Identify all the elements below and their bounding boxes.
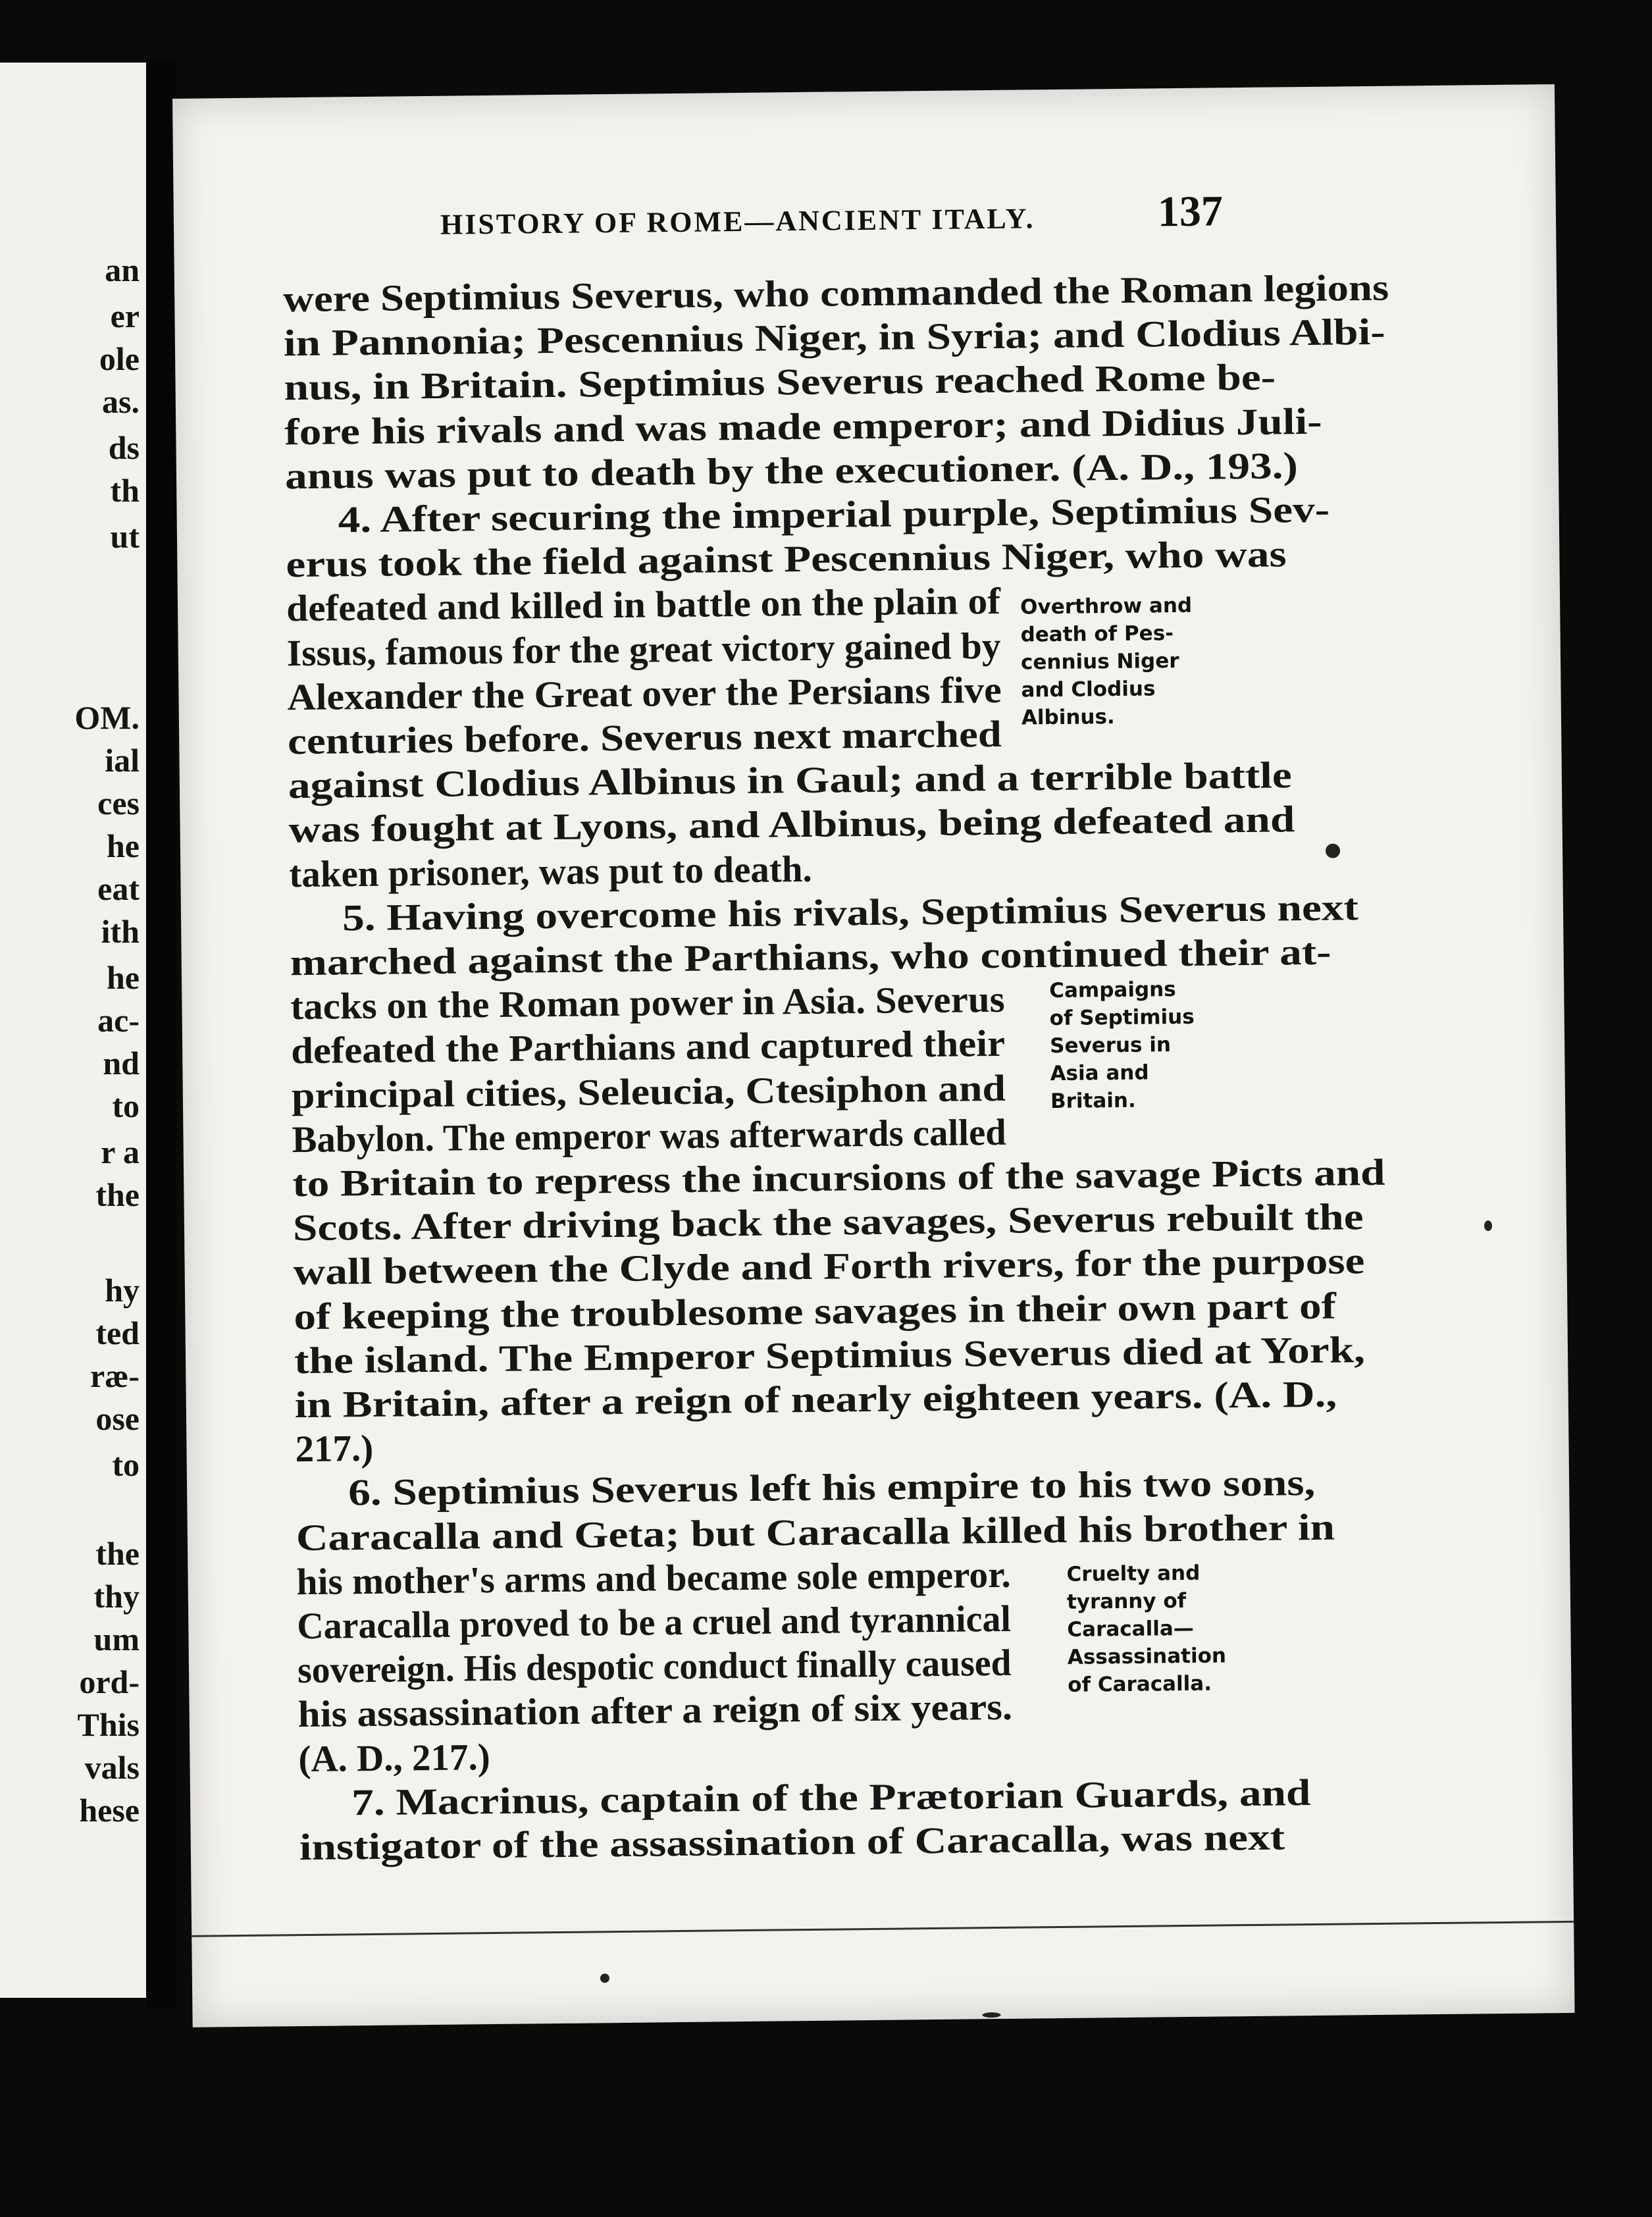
ink-speck <box>1326 843 1340 858</box>
left-page-fragment: the <box>95 1176 140 1213</box>
left-page-fragment: ted <box>95 1315 140 1351</box>
body-text-line: defeated and killed in battle on the plain of <box>286 581 1001 630</box>
body-text-line: Caracalla proved to be a cruel and tyrannical <box>296 1598 1012 1648</box>
body-text-line: 4. After securing the imperial purple, Septimius Sev- <box>338 488 1330 541</box>
body-text-line: 217.) <box>295 1428 374 1471</box>
body-text-line: in Britain, after a reign of nearly eighteen years. (A. D., <box>294 1373 1337 1426</box>
body-text-line: Issus, famous for the great victory gained by <box>286 625 1001 674</box>
body-text-line: defeated the Parthians and captured their <box>290 1023 1006 1072</box>
body-text-line: Caracalla and Geta; but Caracalla killed his brother in <box>296 1506 1335 1559</box>
left-page-fragment: ith <box>101 913 140 950</box>
body-text-line: centuries before. Severus next marched <box>287 713 1002 763</box>
body-text-line: his mother's arms and became sole emperor. <box>296 1553 1012 1603</box>
left-page-fragment: he <box>107 959 140 996</box>
body-text-line: of keeping the troublesome savages in their own part of <box>294 1285 1337 1338</box>
body-text-line: 6. Septimius Severus left his empire to his two sons, <box>348 1462 1316 1514</box>
ink-speck <box>983 2012 1001 2018</box>
left-page-fragment: hy <box>105 1272 140 1309</box>
left-page-fragment: to <box>112 1087 140 1124</box>
left-page-fragment: ræ- <box>90 1357 140 1394</box>
ink-speck <box>600 1973 609 1983</box>
left-page-fragment: thy <box>93 1578 140 1615</box>
body-text-line: to Britain to repress the incursions of the savage Picts and <box>292 1151 1385 1205</box>
body-text-line: principal cities, Seleucia, Ctesiphon and <box>291 1067 1006 1116</box>
left-facing-page <box>0 63 150 1998</box>
left-page-fragment: um <box>93 1621 140 1657</box>
left-page-fragment: ial <box>105 742 140 779</box>
body-text-line: the island. The Emperor Septimius Severus died at York, <box>294 1328 1366 1382</box>
page-number: 137 <box>1157 187 1224 236</box>
body-text-line: was fought at Lyons, and Albinus, being defeated and <box>288 798 1295 851</box>
body-text-line: taken prisoner, was put to death. <box>289 848 813 895</box>
left-page-fragment: as. <box>102 383 140 420</box>
left-page-fragment: r a <box>101 1134 140 1170</box>
body-text-line: marched against the Parthians, who continued their at- <box>290 931 1331 984</box>
ink-speck <box>1484 1220 1492 1231</box>
body-text-line: Babylon. The emperor was afterwards called <box>292 1111 1007 1161</box>
body-text-line: nus, in Britain. Septimius Severus reached Rome be- <box>284 356 1276 409</box>
left-page-fragment: ole <box>99 340 140 377</box>
running-head: HISTORY OF ROME—ANCIENT ITALY. <box>440 202 1035 241</box>
left-page-fragment: an <box>105 251 140 288</box>
left-page-fragment: the <box>95 1535 140 1572</box>
left-page-fragment: ose <box>95 1400 140 1437</box>
body-text-line: wall between the Clyde and Forth rivers, for the purpose <box>293 1240 1365 1293</box>
left-page-fragment: to <box>112 1446 140 1483</box>
left-page-fragment: er <box>110 298 140 334</box>
left-page-fragment: ord- <box>79 1663 140 1700</box>
left-page-fragment: ac- <box>97 1002 140 1039</box>
side-note-niger-albinus: Overthrow and death of Pes- cennius Niger and Clodius Albinus. <box>1020 593 1193 730</box>
side-note-caracalla: Cruelty and tyranny of Caracalla— Assassination of Caracalla. <box>1066 1561 1227 1697</box>
body-text-line: fore his rivals and was made emperor; and Didius Juli- <box>284 400 1322 453</box>
body-text-line: anus was put to death by the executioner. (A. D., 193.) <box>284 444 1299 498</box>
side-note-severus-campaigns: Campaigns of Septimius Severus in Asia and Britain. <box>1049 978 1195 1114</box>
book-gutter <box>146 59 176 2008</box>
main-page <box>172 84 1575 2027</box>
left-page-fragment: vals <box>84 1749 140 1786</box>
body-text-line: tacks on the Roman power in Asia. Severus <box>290 979 1005 1028</box>
body-text-line: against Clodius Albinus in Gaul; and a terrible battle <box>288 754 1293 807</box>
left-page-fragment: This <box>77 1706 140 1743</box>
body-text-line: 5. Having overcome his rivals, Septimius Severus next <box>342 886 1359 939</box>
body-text-line: were Septimius Severus, who commanded the Roman legions <box>282 267 1389 321</box>
body-text-line: in Pannonia; Pescennius Niger, in Syria; and Clodius Albi- <box>283 311 1385 365</box>
left-page-fragment: eat <box>97 870 140 907</box>
body-text-line: 7. Macrinus, captain of the Prætorian Guards, and <box>351 1771 1311 1824</box>
left-page-fragment: he <box>107 827 140 864</box>
body-text-line: erus took the field against Pescennius Niger, who was <box>286 533 1287 586</box>
body-text-line: instigator of the assassination of Caracalla, was next <box>299 1816 1285 1869</box>
left-page-fragment: ut <box>110 518 140 555</box>
left-page-fragment: nd <box>103 1045 140 1082</box>
left-page-fragment: ds <box>108 429 140 466</box>
body-text-line: his assassination after a reign of six years. <box>297 1686 1013 1736</box>
left-page-fragment: hese <box>79 1792 140 1829</box>
left-page-fragment: ces <box>97 785 140 822</box>
left-page-fragment: OM. <box>74 699 140 736</box>
body-text-line: (A. D., 217.) <box>298 1736 491 1780</box>
body-text-line: Scots. After driving back the savages, Severus rebuilt the <box>292 1196 1364 1249</box>
body-text-line: Alexander the Great over the Persians five <box>287 669 1002 719</box>
body-text-line: sovereign. His despotic conduct finally caused <box>297 1642 1012 1692</box>
left-page-fragment: th <box>110 472 140 509</box>
page-bottom-rule <box>192 1921 1574 1937</box>
